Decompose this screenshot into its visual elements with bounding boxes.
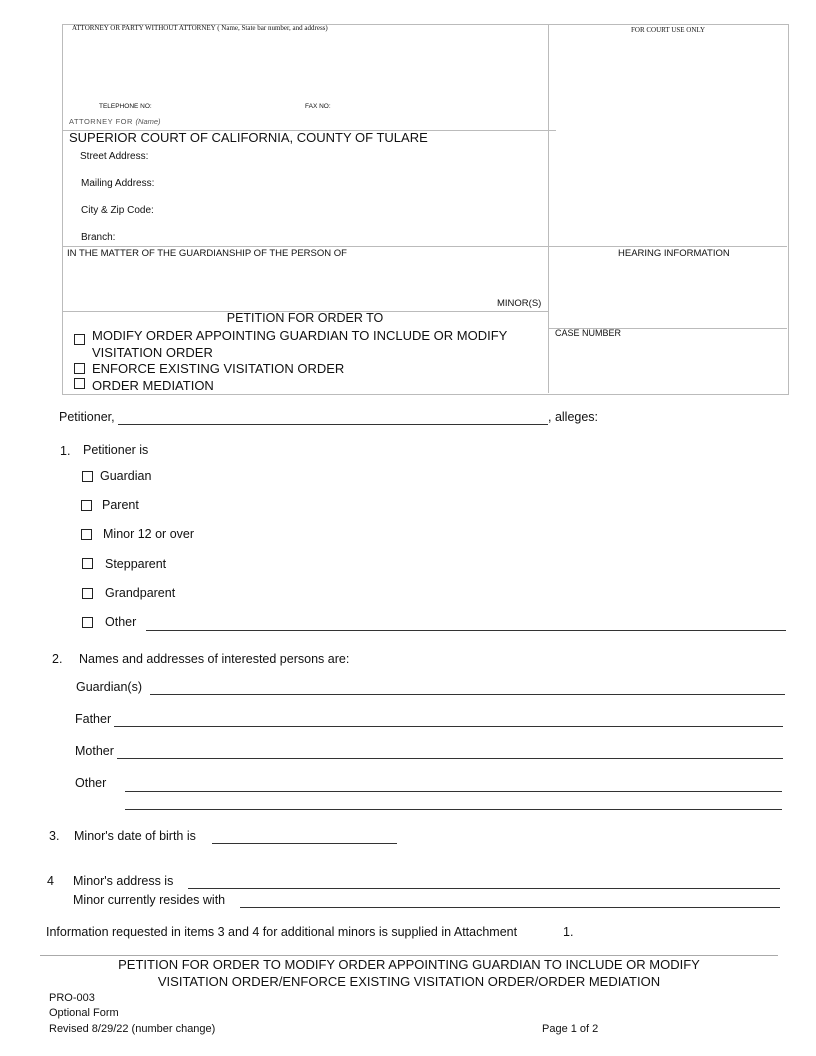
minor-12-option-label: Minor 12 or over: [103, 527, 195, 541]
resides-label: Minor currently resides with: [73, 893, 226, 907]
attorney-for-label: [69, 117, 161, 126]
page-number: Page 1 of 2: [542, 1023, 599, 1035]
attachment-number: 1.: [563, 925, 574, 939]
hearing-label: HEARING INFORMATION: [618, 248, 730, 259]
visitation-order-label: VISITATION ORDER: [92, 345, 213, 360]
guardians-label: Guardian(s): [76, 680, 142, 694]
guardian-option-label: Guardian: [100, 469, 152, 483]
branch-label: Branch:: [81, 232, 116, 243]
item1-label: Petitioner is: [83, 443, 149, 457]
mother-field[interactable]: [117, 744, 783, 759]
court-name: SUPERIOR COURT OF CALIFORNIA, COUNTY OF TULARE: [69, 130, 428, 145]
grandparent-option-label: Grandparent: [105, 586, 176, 600]
item1-number: 1.: [60, 444, 71, 458]
attorney-label: ATTORNEY OR PARTY WITHOUT ATTORNEY ( Name, State bar number, and address): [72, 24, 328, 32]
order-mediation-checkbox[interactable]: [74, 378, 85, 389]
petitioner-label: Petitioner,: [59, 410, 115, 424]
other-persons-label: Other: [75, 776, 107, 790]
minor-address-field[interactable]: [188, 874, 780, 889]
minor-12-checkbox[interactable]: [81, 529, 92, 540]
item2-label: Names and addresses of interested persons are:: [79, 652, 350, 666]
other-persons-field-1[interactable]: [125, 777, 782, 792]
form-number: PRO-003: [49, 992, 95, 1004]
other-persons-field-2[interactable]: [125, 795, 782, 810]
footer-rule: [40, 955, 778, 956]
item2-number: 2.: [52, 652, 63, 666]
mailing-label: Mailing Address:: [81, 178, 155, 189]
street-label: Street Address:: [80, 151, 149, 162]
alleges-label: , alleges:: [548, 410, 599, 424]
revised-date: Revised 8/29/22 (number change): [49, 1023, 216, 1035]
telephone-label: TELEPHONE NO:: [99, 103, 152, 110]
optional-form: Optional Form: [49, 1007, 119, 1019]
stepparent-checkbox[interactable]: [82, 558, 93, 569]
father-field[interactable]: [114, 712, 783, 727]
court-use-label: FOR COURT USE ONLY: [631, 26, 706, 34]
modify-order-checkbox[interactable]: [74, 334, 85, 345]
petition-title: PETITION FOR ORDER TO: [226, 311, 384, 325]
enforce-order-label: ENFORCE EXISTING VISITATION ORDER: [92, 361, 345, 376]
attachment-note: Information requested in items 3 and 4 for additional minors is supplied in Attachment: [46, 925, 518, 939]
caption-divider: [548, 24, 549, 393]
parent-checkbox[interactable]: [81, 500, 92, 511]
item4-number: 4: [47, 874, 54, 888]
grandparent-checkbox[interactable]: [82, 588, 93, 599]
attorney-for-name: (Name): [135, 117, 161, 126]
other-petitioner-field[interactable]: [146, 616, 786, 631]
date-of-birth-field[interactable]: [212, 829, 397, 844]
resides-with-field[interactable]: [240, 893, 780, 908]
item3-label: Minor's date of birth is: [74, 829, 196, 843]
footer-title-line1: PETITION FOR ORDER TO MODIFY ORDER APPOINTING GUARDIAN TO INCLUDE OR MODIFY: [118, 957, 700, 972]
minors-label: MINOR(S): [497, 298, 542, 309]
caption-rule-2: [62, 246, 787, 247]
enforce-order-checkbox[interactable]: [74, 363, 85, 374]
modify-order-label: MODIFY ORDER APPOINTING GUARDIAN TO INCLUDE OR MODIFY: [92, 328, 508, 343]
father-label: Father: [75, 712, 112, 726]
other-option-label: Other: [105, 615, 137, 629]
case-number-label: CASE NUMBER: [555, 328, 622, 338]
item4-label: Minor's address is: [73, 874, 174, 888]
footer-title-line2: VISITATION ORDER/ENFORCE EXISTING VISITATION ORDER/ORDER MEDIATION: [157, 974, 661, 989]
mother-label: Mother: [75, 744, 114, 758]
matter-label: IN THE MATTER OF THE GUARDIANSHIP OF THE PERSON OF: [67, 248, 347, 259]
other-checkbox[interactable]: [82, 617, 93, 628]
petitioner-name-field[interactable]: [118, 410, 548, 425]
guardians-field[interactable]: [150, 680, 785, 695]
attorney-for-text: ATTORNEY FOR: [69, 117, 133, 126]
stepparent-option-label: Stepparent: [105, 557, 167, 571]
fax-label: FAX NO:: [305, 103, 331, 110]
order-mediation-label: ORDER MEDIATION: [92, 378, 214, 393]
item3-number: 3.: [49, 829, 60, 843]
city-label: City & Zip Code:: [81, 205, 154, 216]
guardian-checkbox[interactable]: [82, 471, 93, 482]
parent-option-label: Parent: [102, 498, 139, 512]
